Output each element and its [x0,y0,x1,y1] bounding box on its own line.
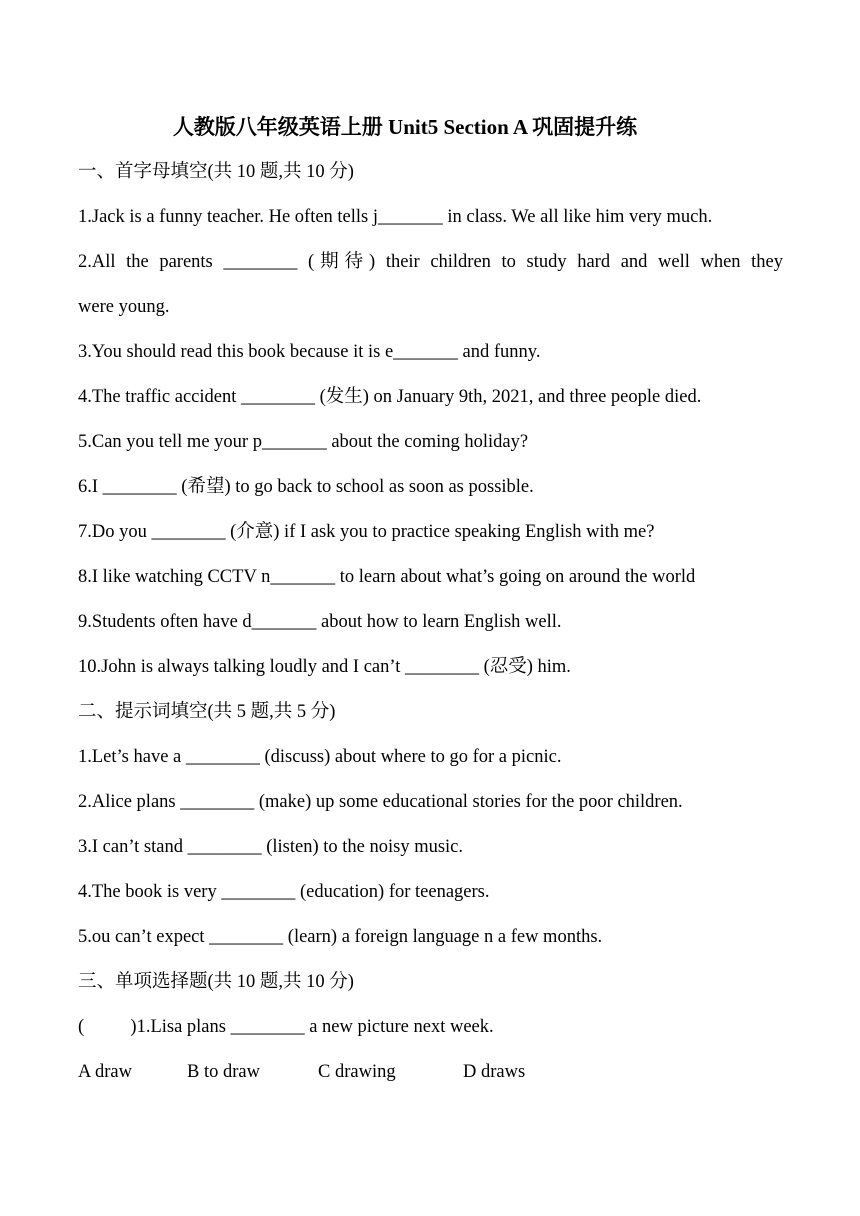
option-a: A draw [78,1062,132,1082]
section1-item-8: 8.I like watching CCTV n_______ to learn about what’s going on around the world [78,567,696,587]
option-c: C drawing [318,1062,396,1082]
section1-item-3: 3.You should read this book because it is e_______ and funny. [78,342,541,362]
section1-item-1: 1.Jack is a funny teacher. He often tells j_______ in class. We all like him very much. [78,207,713,227]
section2-item-5: 5.ou can’t expect ________ (learn) a foreign language n a few months. [78,927,603,947]
section2-heading: 二、提示词填空(共 5 题,共 5 分) [78,702,336,722]
section2-item-4: 4.The book is very ________ (education) for teenagers. [78,882,490,902]
document-title: 人教版八年级英语上册 Unit5 Section A 巩固提升练 [172,115,638,139]
section1-heading: 一、首字母填空(共 10 题,共 10 分) [78,162,354,182]
section1-item-2: 2.All the parents ________ (期待) their children to study hard and well when they [78,252,783,272]
section3-question-1: ( )1.Lisa plans ________ a new picture next week. [78,1017,494,1037]
section1-item-7: 7.Do you ________ (介意) if I ask you to practice speaking English with me? [78,522,655,542]
section1-item-5: 5.Can you tell me your p_______ about the coming holiday? [78,432,529,452]
section1-item-4: 4.The traffic accident ________ (发生) on January 9th, 2021, and three people died. [78,387,702,407]
section1-item-10: 10.John is always talking loudly and I can’t ________ (忍受) him. [78,657,571,677]
section2-item-3: 3.I can’t stand ________ (listen) to the noisy music. [78,837,464,857]
option-d: D draws [463,1062,526,1082]
section2-item-2: 2.Alice plans ________ (make) up some educational stories for the poor children. [78,792,683,812]
section1-item-9: 9.Students often have d_______ about how to learn English well. [78,612,562,632]
section3-heading: 三、单项选择题(共 10 题,共 10 分) [78,972,354,992]
section1-item-2-continued: were young. [78,297,170,317]
section1-item-6: 6.I ________ (希望) to go back to school as soon as possible. [78,477,534,497]
option-b: B to draw [187,1062,260,1082]
section2-item-1: 1.Let’s have a ________ (discuss) about where to go for a picnic. [78,747,562,767]
